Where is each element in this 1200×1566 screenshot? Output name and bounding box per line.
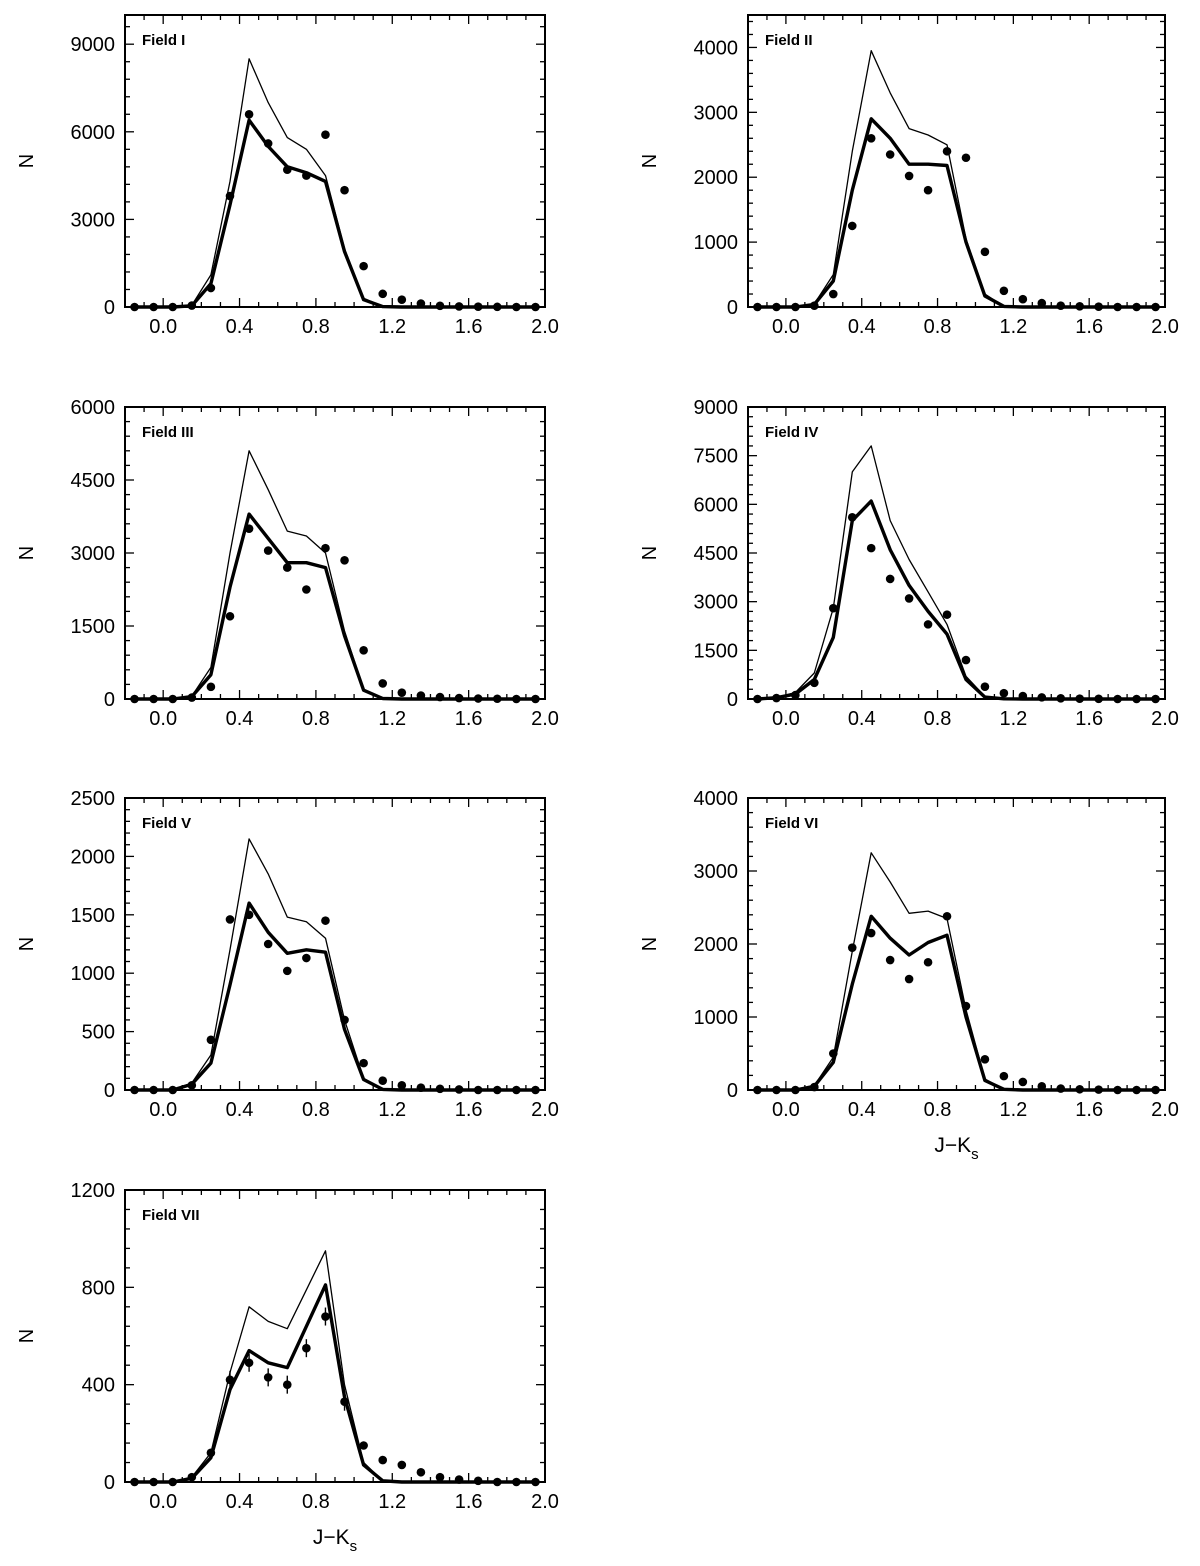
model-curve-thin: [135, 451, 536, 699]
data-point: [417, 299, 426, 308]
panel-title: Field II: [765, 32, 813, 49]
model-curve-thick: [135, 903, 536, 1090]
data-point: [321, 130, 330, 139]
y-tick-label: 0: [726, 689, 738, 711]
y-axis-label: N: [639, 153, 661, 169]
x-tick-label: 0.8: [302, 708, 330, 730]
data-point: [962, 1002, 971, 1011]
data-point: [340, 186, 349, 195]
data-point: [245, 110, 254, 119]
x-tick-label: 1.6: [454, 1491, 483, 1513]
data-point: [130, 695, 139, 704]
y-tick-label: 0: [103, 689, 115, 711]
data-point: [436, 1085, 445, 1094]
data-point: [455, 302, 464, 311]
data-point: [1019, 692, 1028, 701]
x-tick-label: 0.4: [847, 316, 876, 338]
data-point: [1056, 301, 1065, 310]
data-point: [493, 694, 502, 703]
x-tick-label: 2.0: [1151, 1099, 1179, 1121]
data-point: [962, 656, 971, 665]
x-tick-label: 2.0: [1151, 316, 1179, 338]
data-point: [340, 1397, 349, 1406]
x-tick-label: 1.6: [454, 316, 483, 338]
data-point: [924, 620, 933, 629]
data-point: [1132, 695, 1141, 704]
y-tick-label: 0: [726, 297, 738, 319]
data-point: [1132, 1086, 1141, 1095]
x-tick-label: 0.8: [923, 708, 952, 730]
model-curve-thick: [758, 501, 1156, 699]
x-tick-label: 0.8: [302, 1491, 330, 1513]
data-point: [283, 1380, 292, 1389]
data-point: [226, 192, 235, 201]
x-tick-label: 2.0: [1151, 708, 1179, 730]
y-tick-label: 9000: [70, 34, 115, 57]
data-point: [753, 1086, 762, 1095]
data-point: [753, 303, 762, 312]
data-point: [340, 556, 349, 565]
data-point: [905, 975, 914, 984]
y-tick-label: 1000: [70, 963, 115, 986]
y-tick-label: 1200: [70, 1180, 115, 1202]
data-point: [207, 1035, 216, 1044]
y-axis-label: N: [16, 1328, 38, 1344]
x-tick-label: 1.2: [999, 316, 1028, 338]
data-point: [1113, 1086, 1122, 1095]
y-tick-label: 6000: [70, 121, 115, 144]
x-axis-label-subscript: s: [971, 1146, 979, 1163]
data-point: [474, 694, 483, 703]
data-point: [1094, 302, 1103, 311]
panel-title: Field V: [142, 815, 192, 832]
data-point: [1075, 1085, 1084, 1094]
data-point: [943, 912, 952, 921]
data-point: [810, 301, 819, 310]
data-point: [829, 1049, 838, 1058]
data-point: [962, 153, 971, 162]
y-tick-label: 1500: [70, 616, 115, 638]
data-point: [1056, 694, 1065, 703]
x-tick-label: 0.4: [225, 1491, 254, 1513]
data-point: [512, 1478, 521, 1487]
x-tick-label: 1.2: [378, 1491, 407, 1513]
data-point: [378, 1456, 387, 1465]
data-point: [867, 134, 876, 143]
x-tick-label: 0.0: [772, 316, 800, 338]
data-point: [302, 954, 311, 963]
y-tick-label: 0: [103, 297, 115, 319]
data-point: [1075, 302, 1084, 311]
data-point: [791, 303, 800, 312]
x-tick-label: 0.0: [772, 1099, 800, 1121]
data-point: [905, 594, 914, 603]
model-curve-thin: [135, 1251, 536, 1482]
data-point: [810, 1083, 819, 1092]
y-tick-label: 0: [103, 1080, 115, 1102]
data-point: [321, 1312, 330, 1321]
y-tick-label: 1500: [70, 904, 115, 927]
data-point: [149, 695, 158, 704]
x-axis-label: [934, 1134, 978, 1163]
data-point: [188, 1473, 197, 1482]
data-point: [302, 585, 311, 594]
y-tick-label: 0: [103, 1472, 115, 1494]
x-tick-label: 0.0: [149, 708, 178, 730]
chart-panel: [639, 15, 1179, 338]
data-point: [943, 147, 952, 156]
data-point: [226, 612, 235, 621]
data-point: [398, 295, 407, 304]
y-tick-label: 2500: [70, 788, 115, 810]
data-point: [283, 165, 292, 174]
panel-title: Field I: [142, 32, 186, 49]
y-tick-label: 0: [726, 1080, 738, 1102]
x-tick-label: 1.2: [378, 316, 407, 338]
data-point: [474, 1476, 483, 1485]
data-point: [1019, 295, 1028, 304]
y-tick-label: 7500: [693, 445, 738, 468]
data-point: [226, 915, 235, 924]
y-tick-label: 500: [81, 1021, 115, 1044]
data-point: [531, 1086, 540, 1095]
data-point: [848, 513, 857, 522]
data-point: [321, 916, 330, 925]
y-axis-label: N: [16, 936, 38, 952]
model-curve-thick: [135, 514, 536, 699]
data-point: [168, 695, 177, 704]
data-point: [264, 1373, 273, 1382]
x-tick-label: 2.0: [531, 1099, 559, 1121]
y-axis-label: N: [639, 936, 661, 952]
data-point: [829, 604, 838, 613]
y-tick-label: 6000: [70, 397, 115, 419]
x-axis-label: [313, 1526, 357, 1555]
x-tick-label: 0.0: [149, 1099, 178, 1121]
data-point: [340, 1016, 349, 1025]
data-point: [359, 262, 368, 271]
plot-frame: [125, 407, 545, 699]
data-point: [264, 546, 273, 555]
y-tick-label: 4000: [693, 788, 738, 810]
data-point: [1151, 695, 1160, 704]
data-point: [378, 1076, 387, 1085]
x-tick-label: 2.0: [531, 316, 559, 338]
data-point: [1019, 1078, 1028, 1087]
data-point: [226, 1376, 235, 1385]
data-point: [886, 956, 895, 965]
y-axis-label: N: [16, 545, 38, 561]
x-tick-label: 0.0: [149, 1491, 178, 1513]
data-point: [302, 1344, 311, 1353]
y-tick-label: 1000: [693, 232, 738, 255]
data-point: [753, 695, 762, 704]
y-tick-label: 4500: [70, 470, 115, 492]
panel-title: Field IV: [765, 424, 819, 441]
x-tick-label: 1.2: [378, 1099, 407, 1121]
plot-frame: [125, 15, 545, 307]
data-point: [417, 1468, 426, 1477]
data-point: [981, 1055, 990, 1064]
x-tick-label: 1.6: [454, 1099, 483, 1121]
model-curve-thin: [135, 839, 536, 1090]
x-tick-label: 0.4: [225, 708, 254, 730]
model-curve-thin: [135, 59, 536, 307]
x-tick-label: 1.6: [1075, 708, 1104, 730]
data-point: [867, 929, 876, 938]
data-point: [1000, 286, 1009, 295]
data-point: [149, 1478, 158, 1487]
data-point: [398, 1081, 407, 1090]
data-point: [848, 943, 857, 952]
x-axis-label-main: J−K: [312, 1526, 350, 1549]
data-point: [493, 303, 502, 312]
data-point: [436, 1473, 445, 1482]
y-tick-label: 400: [81, 1374, 115, 1397]
data-point: [924, 958, 933, 967]
data-point: [886, 150, 895, 159]
x-tick-label: 0.4: [225, 316, 254, 338]
x-tick-label: 0.8: [923, 316, 952, 338]
data-point: [1037, 693, 1046, 702]
data-point: [398, 688, 407, 697]
data-point: [398, 1461, 407, 1470]
data-point: [1056, 1084, 1065, 1093]
data-point: [417, 691, 426, 700]
data-point: [512, 1086, 521, 1095]
data-point: [531, 695, 540, 704]
x-tick-label: 0.4: [847, 1099, 876, 1121]
x-tick-label: 1.6: [1075, 1099, 1104, 1121]
plot-frame: [748, 15, 1165, 307]
x-tick-label: 2.0: [531, 1491, 559, 1513]
data-point: [359, 646, 368, 655]
data-point: [943, 610, 952, 619]
data-point: [772, 303, 781, 312]
data-point: [168, 303, 177, 312]
data-point: [829, 290, 838, 299]
x-tick-label: 1.6: [454, 708, 483, 730]
data-point: [168, 1086, 177, 1095]
chart-panel: [639, 788, 1179, 1163]
data-point: [1075, 694, 1084, 703]
x-tick-label: 0.0: [149, 316, 178, 338]
y-tick-label: 9000: [693, 397, 738, 419]
data-point: [188, 301, 197, 310]
chart-panel: [639, 397, 1179, 730]
x-tick-label: 1.2: [999, 708, 1028, 730]
y-tick-label: 3000: [693, 591, 738, 614]
data-point: [359, 1441, 368, 1450]
data-point: [359, 1059, 368, 1068]
data-point: [188, 1081, 197, 1090]
plot-frame: [125, 798, 545, 1090]
x-tick-label: 2.0: [531, 708, 559, 730]
data-point: [474, 302, 483, 311]
y-tick-label: 4500: [693, 543, 738, 565]
data-point: [378, 290, 387, 299]
data-point: [474, 1086, 483, 1095]
data-point: [772, 694, 781, 703]
y-tick-label: 4000: [693, 37, 738, 60]
x-tick-label: 0.0: [772, 708, 800, 730]
model-curve-thin: [758, 51, 1156, 307]
y-tick-label: 3000: [693, 861, 738, 883]
data-point: [1000, 689, 1009, 698]
y-tick-label: 1000: [693, 1007, 738, 1029]
data-point: [283, 967, 292, 976]
data-point: [207, 683, 216, 692]
data-point: [130, 1086, 139, 1095]
data-point: [848, 222, 857, 231]
data-point: [772, 1086, 781, 1095]
data-point: [981, 248, 990, 257]
y-tick-label: 3000: [70, 209, 115, 232]
x-tick-label: 0.4: [847, 708, 876, 730]
model-curve-thick: [758, 916, 1156, 1090]
data-point: [981, 682, 990, 691]
data-point: [130, 303, 139, 312]
data-point: [245, 911, 254, 920]
x-axis-label-main: J−K: [934, 1134, 972, 1157]
data-point: [512, 695, 521, 704]
data-point: [493, 1086, 502, 1095]
model-curve-thick: [758, 119, 1156, 307]
data-point: [531, 1478, 540, 1487]
data-point: [302, 171, 311, 180]
data-point: [1113, 303, 1122, 312]
y-tick-label: 2000: [693, 934, 738, 956]
y-tick-label: 2000: [693, 167, 738, 190]
plot-frame: [748, 798, 1165, 1090]
x-tick-label: 0.8: [302, 1099, 330, 1121]
data-point: [149, 303, 158, 312]
data-point: [245, 524, 254, 533]
data-point: [264, 139, 273, 148]
y-tick-label: 800: [81, 1277, 115, 1300]
data-point: [130, 1478, 139, 1487]
data-point: [1113, 695, 1122, 704]
x-tick-label: 0.4: [225, 1099, 254, 1121]
y-tick-label: 2000: [70, 846, 115, 869]
data-point: [924, 186, 933, 195]
chart-panel: [16, 788, 559, 1121]
data-point: [867, 544, 876, 553]
data-point: [905, 172, 914, 181]
panel-title: Field VII: [142, 1207, 200, 1224]
data-point: [512, 303, 521, 312]
data-point: [188, 693, 197, 702]
data-point: [791, 1086, 800, 1095]
y-axis-label: N: [16, 153, 38, 169]
data-point: [493, 1478, 502, 1487]
data-point: [321, 544, 330, 553]
x-tick-label: 0.8: [923, 1099, 952, 1121]
data-point: [1094, 1085, 1103, 1094]
x-axis-label-subscript: s: [349, 1538, 358, 1555]
data-point: [531, 303, 540, 312]
data-point: [245, 1358, 254, 1367]
data-point: [1000, 1072, 1009, 1081]
data-point: [168, 1478, 177, 1487]
x-tick-label: 0.8: [302, 316, 330, 338]
data-point: [455, 1085, 464, 1094]
chart-panel: [16, 1180, 559, 1555]
y-tick-label: 1500: [693, 640, 738, 663]
y-axis-label: N: [639, 545, 661, 561]
data-point: [791, 691, 800, 700]
x-tick-label: 1.2: [378, 708, 407, 730]
y-tick-label: 3000: [70, 543, 115, 565]
model-curve-thick: [135, 120, 536, 307]
data-point: [1132, 303, 1141, 312]
data-point: [207, 1449, 216, 1458]
data-point: [455, 694, 464, 703]
data-point: [886, 575, 895, 584]
data-point: [436, 693, 445, 702]
data-point: [810, 678, 819, 687]
data-point: [378, 679, 387, 688]
panel-title: Field VI: [765, 815, 819, 832]
data-point: [436, 302, 445, 311]
data-point: [207, 284, 216, 293]
chart-panel: [16, 397, 559, 730]
x-tick-label: 1.6: [1075, 316, 1104, 338]
data-point: [417, 1083, 426, 1092]
x-tick-label: 1.2: [999, 1099, 1028, 1121]
y-tick-label: 6000: [693, 494, 738, 517]
data-point: [1151, 1086, 1160, 1095]
data-point: [455, 1475, 464, 1484]
data-point: [1151, 303, 1160, 312]
data-point: [1094, 695, 1103, 704]
panel-title: Field III: [142, 424, 194, 441]
data-point: [1037, 299, 1046, 308]
y-tick-label: 3000: [693, 102, 738, 125]
chart-panel: [16, 15, 559, 338]
data-point: [1037, 1082, 1046, 1091]
data-point: [149, 1086, 158, 1095]
data-point: [283, 563, 292, 572]
data-point: [264, 940, 273, 949]
